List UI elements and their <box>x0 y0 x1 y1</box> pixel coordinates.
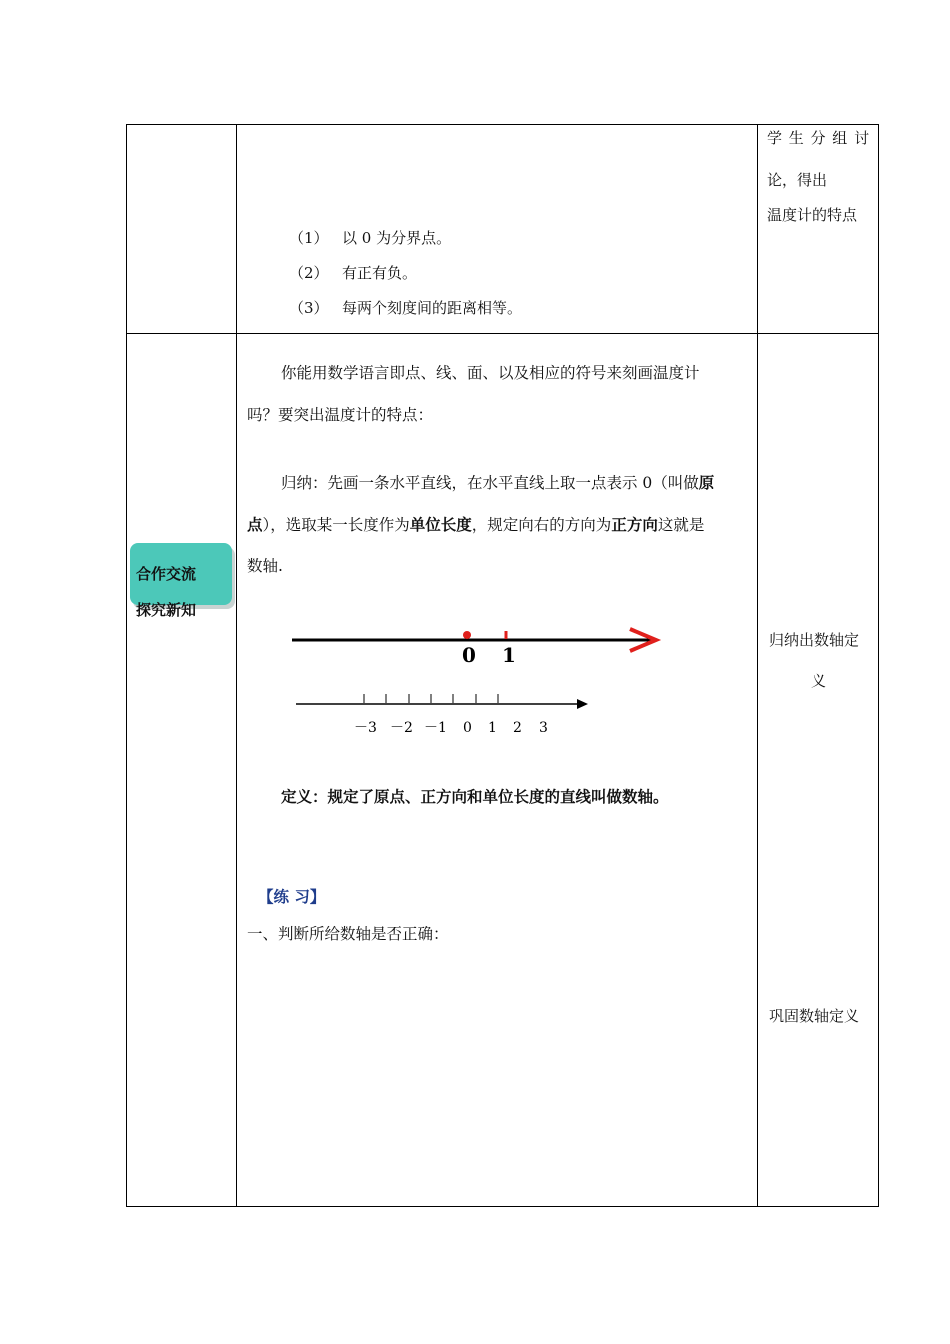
list-item: 每两个刻度间的距离相等。 <box>342 299 523 317</box>
list-number: （3） <box>289 299 329 317</box>
tick-label: 1 <box>502 643 516 666</box>
badge-label: 探究新知 <box>136 601 197 619</box>
side-note: 归纳出数轴定 <box>769 631 860 649</box>
practice-question: 一、判断所给数轴是否正确： <box>247 925 449 943</box>
summary-bold: 点 <box>247 515 263 534</box>
number-line-figure <box>286 620 666 666</box>
definition-text: 定义：规定了原点、正方向和单位长度的直线叫做数轴。 <box>281 787 669 806</box>
tick-label: 1 <box>488 720 497 736</box>
question-text: 你能用数学语言即点、线、面、以及相应的符号来刻画温度计 <box>281 364 700 382</box>
practice-heading: 【练 习】 <box>258 887 326 906</box>
summary-line <box>247 515 704 535</box>
summary-line <box>281 473 714 493</box>
summary-text: 这就是 <box>657 516 705 534</box>
tick-label: －2 <box>390 720 413 736</box>
summary-text: ，规定向右的方向为 <box>471 516 612 534</box>
list-number: （2） <box>289 264 329 282</box>
list-number: （1） <box>289 229 329 247</box>
arrow-head <box>577 699 588 709</box>
tick-label: －1 <box>424 720 447 736</box>
question-text: 吗？要突出温度计的特点： <box>247 406 434 424</box>
side-note: 学 生 分 组 讨 <box>767 129 871 147</box>
summary-text: 数轴. <box>247 557 283 575</box>
summary-bold: 单位长度 <box>409 515 472 534</box>
column-divider <box>236 124 237 1207</box>
tick-label: －3 <box>354 720 377 736</box>
list-item: 以 0 为分界点。 <box>342 229 452 247</box>
tick-label: 2 <box>513 720 522 736</box>
origin-dot <box>463 631 471 639</box>
summary-text: 归纳：先画一条水平直线，在水平直线上取一点表示 0（叫做 <box>281 474 699 492</box>
column-divider <box>757 124 758 1207</box>
summary-bold: 原 <box>698 473 715 492</box>
tick-label: 0 <box>462 643 476 666</box>
side-note: 义 <box>811 672 827 690</box>
row-divider <box>126 333 879 334</box>
number-line-figure <box>292 690 592 740</box>
summary-text: ），选取某一长度作为 <box>262 516 410 534</box>
side-note: 温度计的特点 <box>767 206 858 224</box>
side-note: 巩固数轴定义 <box>769 1007 860 1025</box>
tick-label: 3 <box>539 720 548 736</box>
list-item: 有正有负。 <box>342 264 418 282</box>
badge-label: 合作交流 <box>136 565 197 583</box>
summary-bold: 正方向 <box>611 515 658 534</box>
tick-label: 0 <box>463 720 472 736</box>
side-note: 论，得出 <box>767 171 828 189</box>
